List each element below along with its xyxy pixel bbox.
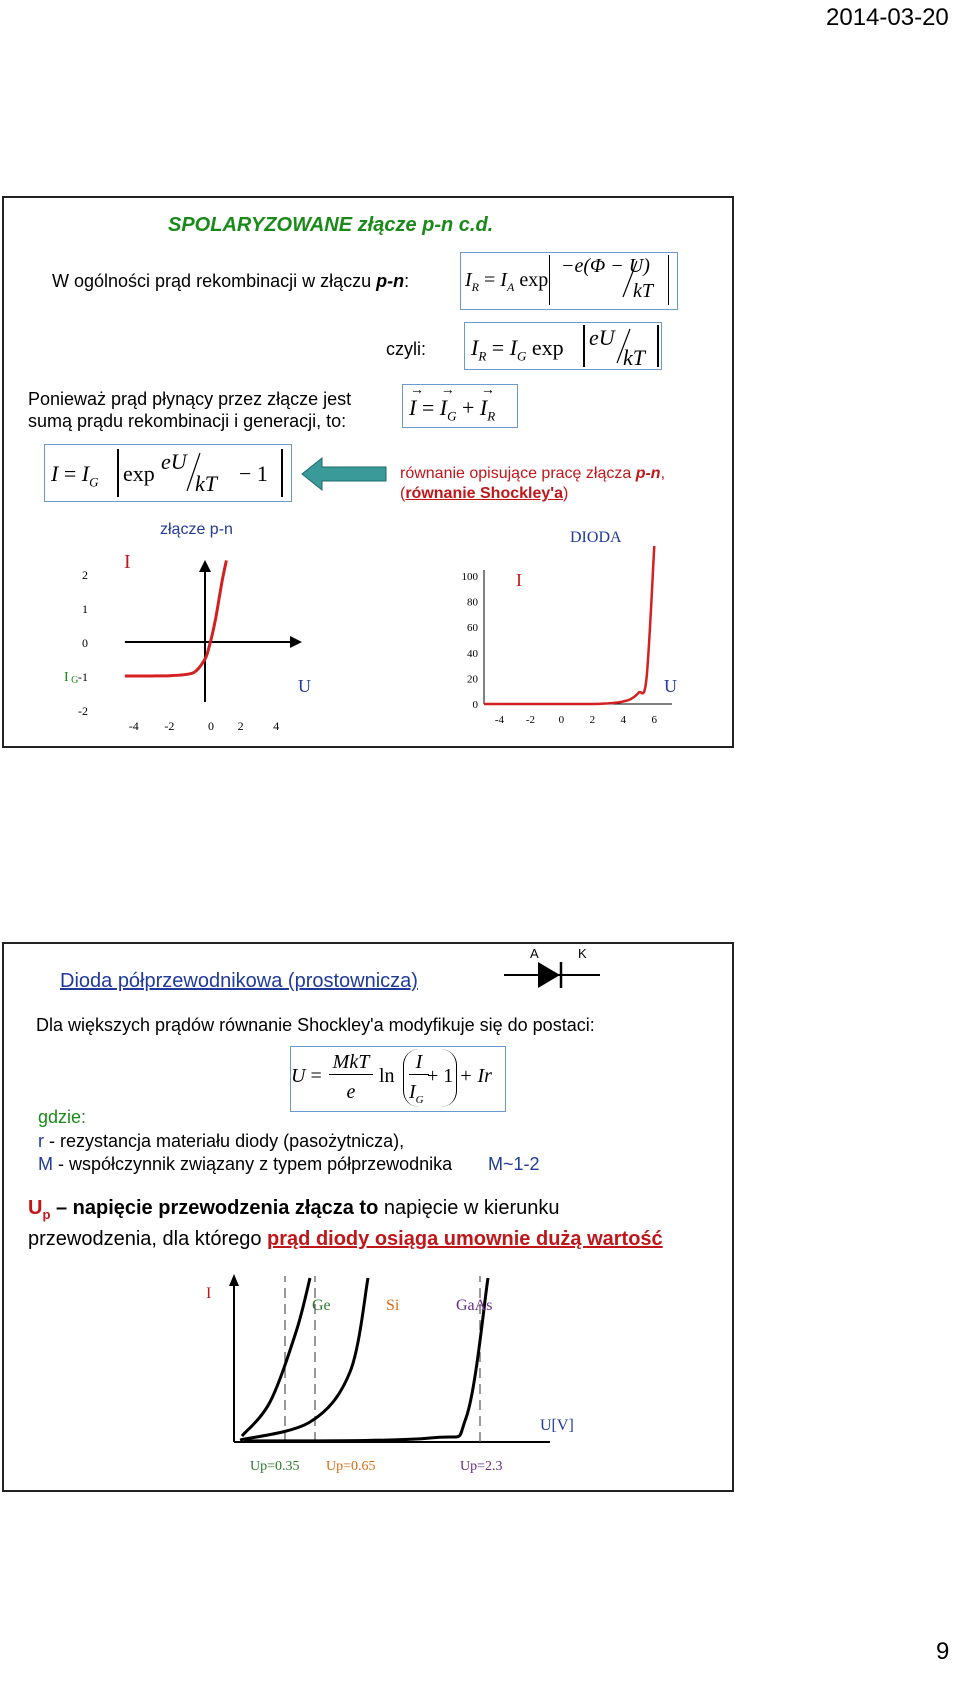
chart1-xtick: -2 (164, 719, 175, 733)
reason-line-1: Ponieważ prąd płynący przez złącze jest (28, 389, 352, 409)
m-range: M~1-2 (488, 1154, 540, 1174)
def-m (38, 1153, 452, 1175)
chart2-ytick: 0 (472, 699, 478, 711)
chart3-up-label: Up=0.35 (250, 1459, 300, 1474)
eq-sum-t1-sub: G (447, 408, 457, 424)
eq-sh-lhs: I (51, 461, 59, 486)
chart-semiconductors (206, 1270, 590, 1480)
czyli-text: czyli: (386, 339, 426, 359)
shockley-description (400, 464, 665, 504)
chart1-curve (125, 560, 226, 676)
eq-mod-lhs: U (291, 1065, 306, 1087)
chart1-xlabel: U (298, 676, 311, 696)
diode-anode-label: A (530, 946, 539, 961)
eq-ir-num: −e(Φ − U) (561, 255, 650, 277)
chart2-xtick: 4 (620, 714, 627, 726)
page-date: 2014-03-20 (826, 4, 949, 31)
chart3-up-label: Up=2.3 (460, 1459, 503, 1474)
arrow-left-icon (300, 456, 390, 492)
def-r (38, 1130, 404, 1152)
eq-ir-lhs: I (465, 269, 472, 291)
chart1-ytick: 0 (82, 636, 88, 650)
eq-sum-lhs: I → (409, 383, 424, 420)
eq-sh-minus-one: − 1 (239, 461, 268, 486)
up-line-2 (28, 1227, 663, 1251)
chart1-xtick: 4 (273, 719, 280, 733)
chart1-ylabel: I (124, 551, 131, 573)
chart2-ytick: 80 (467, 596, 478, 609)
eq-ir-eq: = (484, 269, 496, 291)
eq-ir-lhs-sub: R (471, 280, 480, 294)
up-sub: p (42, 1207, 51, 1222)
chart2-title: DIODA (570, 529, 622, 546)
shockley-desc-line-2: (równanie Shockley'a) (400, 485, 569, 502)
chart1-xtick: 0 (208, 719, 214, 733)
equation-shockley (44, 444, 292, 502)
diode-cathode-label: K (578, 946, 587, 961)
def-m-text: - współczynnik związany z typem półprzewodnika (53, 1154, 453, 1174)
eq-irg-fn: exp (531, 335, 564, 360)
up-rest: napięcie w kierunku (378, 1197, 560, 1219)
chart2-xtick: -2 (525, 714, 536, 726)
def-m-symbol: M (38, 1154, 53, 1174)
shockley-desc-line-1: równanie opisujące pracę złącza p-n, (400, 465, 666, 482)
slide-2 (2, 942, 734, 1492)
eq-sum-t2-sub: R (487, 408, 496, 424)
eq-mod-num: MkT (329, 1051, 373, 1075)
chart3-series-label: GaAs (456, 1297, 493, 1314)
diode-icon (504, 956, 600, 990)
eq-irg-lhs: I (471, 335, 479, 360)
page-number: 9 (936, 1638, 950, 1665)
eq-sum-t2: I → (479, 383, 495, 420)
eq-mod-plus-one: + 1 (427, 1065, 454, 1087)
chart1-x-arrow (290, 636, 302, 648)
chart2-xtick: -4 (494, 714, 505, 726)
eq-mod-inner-den-sub: G (415, 1094, 424, 1106)
chart1-title: złącze p-n (160, 521, 233, 538)
chart1-xtick: 2 (237, 719, 244, 733)
chart2-ytick: 40 (467, 647, 478, 660)
eq-sum-plus: + (461, 395, 475, 420)
chart3-series-label: Si (386, 1297, 400, 1314)
up-bold: – napięcie przewodzenia złącza to (50, 1197, 379, 1219)
eq-sh-num: eU (161, 449, 187, 474)
chart2-curve (484, 546, 654, 704)
intro-suffix: : (404, 271, 410, 291)
chart2-ytick: 20 (467, 673, 478, 686)
chart1-y-arrow (199, 560, 211, 572)
eq-irg-eq: = (491, 335, 505, 360)
equation-ir-ia (460, 252, 678, 310)
eq-sum-t1: I → (439, 383, 455, 420)
chart3-y-arrow (229, 1274, 239, 1286)
chart2-xlabel: U (664, 676, 677, 696)
def-r-symbol: r (38, 1131, 44, 1151)
chart3-ylabel: I (206, 1285, 212, 1302)
chart2-xtick: 2 (589, 714, 596, 726)
chart1-ytick: -2 (78, 704, 88, 718)
chart3-xlabel: U[V] (540, 1417, 574, 1434)
up-symbol: U (28, 1197, 43, 1219)
chart2-ylabel: I (516, 570, 522, 590)
eq-sh-coef: I (81, 461, 90, 486)
eq-ir-coef: I (500, 269, 507, 291)
chart3-curve (242, 1278, 310, 1436)
chart3-curve (244, 1278, 488, 1441)
up-definition (28, 1196, 663, 1251)
eq-irg-num: eU (589, 325, 615, 350)
intro-text (52, 270, 409, 292)
eq-sum-eq: = (421, 395, 435, 420)
slide-2-intro: Dla większych prądów równanie Shockley'a modyfikuje się do postaci: (36, 1015, 595, 1035)
eq-ir-coef-sub: A (506, 280, 515, 294)
up-red-text: prąd diody osiąga umownie dużą wartość (267, 1228, 663, 1250)
eq-irg-den: kT (623, 345, 645, 370)
up-line-2-text: przewodzenia, dla którego (28, 1228, 268, 1250)
eq-irg-coef: I (509, 335, 518, 360)
equation-modified (290, 1046, 506, 1112)
equation-ir-ig (464, 322, 662, 370)
intro-em: p-n (376, 271, 405, 291)
chart1-ytick: 1 (82, 602, 88, 616)
intro-prefix: W ogólności prąd rekombinacji w złączu (52, 271, 377, 291)
eq-sh-eq: = (63, 461, 77, 486)
gdzie-text: gdzie: (38, 1107, 87, 1127)
chart1-ytick: 2 (82, 568, 88, 582)
eq-sh-slash (185, 451, 203, 493)
chart2-ytick: 100 (461, 571, 478, 583)
eq-mod-inner-num: I (409, 1051, 429, 1075)
eq-irg-lhs-sub: R (478, 348, 487, 364)
chart3-series-label: Ge (312, 1297, 331, 1314)
chart1-ig-label: I G (64, 670, 79, 686)
chart3-up-label: Up=0.65 (326, 1459, 376, 1474)
eq-sh-fn: exp (123, 461, 155, 486)
equation-sum (402, 384, 518, 428)
slide-1 (2, 196, 734, 748)
eq-mod-tail: + Ir (459, 1065, 492, 1087)
chart2-xtick: 0 (558, 714, 565, 726)
chart1-ytick: -1 (78, 670, 88, 684)
reason-text (28, 388, 351, 432)
chart-dioda (444, 514, 704, 744)
eq-sh-coef-sub: G (89, 474, 99, 490)
def-r-text: - rezystancja materiału diody (pasożytnicza), (44, 1131, 405, 1151)
chart1-xtick: -4 (128, 719, 139, 733)
eq-mod-den: e (346, 1081, 356, 1103)
eq-mod-fn: ln (379, 1065, 395, 1087)
chart2-xtick: 6 (651, 714, 658, 726)
eq-mod-eq: = (310, 1065, 322, 1087)
slide-1-title: SPOLARYZOWANE złącze p-n c.d. (168, 214, 494, 236)
slide-2-title: Dioda półprzewodnikowa (prostownicza) (60, 970, 418, 992)
eq-ir-den: kT (633, 280, 653, 302)
eq-ir-fn: exp (519, 269, 549, 291)
eq-irg-slash (615, 327, 633, 365)
diode-symbol (504, 946, 600, 990)
chart2-ytick: 60 (467, 622, 478, 635)
chart-zlacze-pn (4, 514, 344, 744)
eq-mod-inner-den: I (409, 1081, 416, 1103)
eq-ir-slash (621, 259, 641, 299)
reason-line-2: sumą prądu rekombinacji i generacji, to: (28, 411, 347, 431)
eq-sh-den: kT (195, 471, 217, 496)
up-line-1 (28, 1196, 663, 1227)
eq-irg-coef-sub: G (517, 348, 527, 364)
